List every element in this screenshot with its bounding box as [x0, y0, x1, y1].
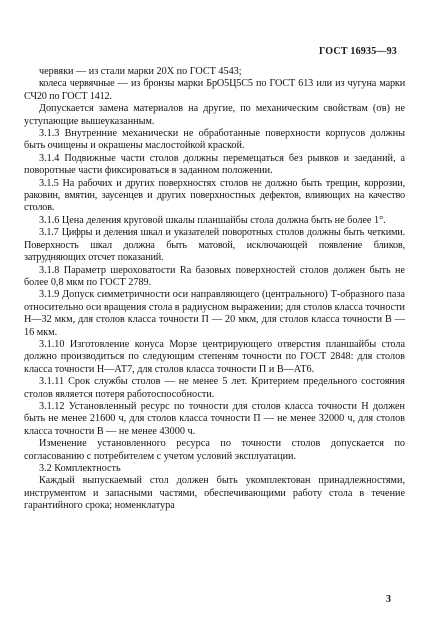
document-body — [24, 66, 405, 513]
paragraph-3-1-11: 3.1.11 Срок службы столов — не менее 5 лет. Критерием предельного состояния столов является потеря работоспособности. — [24, 376, 405, 400]
paragraph-3-1-4: 3.1.4 Подвижные части столов должны перемещаться без рывков и заеданий, а поворотные части фиксироваться в заданном положении. — [24, 152, 405, 177]
standard-number-header: ГОСТ 16935—93 — [318, 46, 397, 57]
paragraph-worms-material: червяки — из стали марки 20Х по ГОСТ 4543; — [39, 66, 242, 77]
paragraph-resource-change: Изменение установленного ресурса по точности столов допускается по согласованию с потребителем с учетом условий эксплуатации. — [24, 438, 405, 462]
paragraph-3-1-6: 3.1.6 Цена деления круговой шкалы планшайбы стола должна быть не более 1°. — [39, 214, 386, 226]
paragraph-material-substitution: Допускается замена материалов на другие, по механическим свойствам (σв) не уступающие вышеуказанным. — [24, 103, 405, 127]
paragraph-3-1-10: 3.1.10 Изготовление конуса Морзе центрирующего отверстия планшайбы стола должно производиться по следующим степеням точности по ГОСТ 2848: для столов класса точности Н—АТ7, для столов класса точности П и В—АТ6. — [24, 338, 405, 375]
paragraph-completeness: Каждый выпускаемый стол должен быть укомплектован принадлежностями, инструментом и запасными частями, обеспечивающими работу стола в течение гарантийного срока; номенклатура — [24, 475, 405, 512]
paragraph-3-1-12: 3.1.12 Установленный ресурс по точности для столов класса точности Н должен быть не менее 21600 ч, для столов класса точности П — не менее 32000 ч, для столов класса точности В — не менее 43000 ч. — [24, 400, 405, 437]
paragraph-3-1-8: 3.1.8 Параметр шероховатости Ra базовых поверхностей столов должен быть не более 0,8 мкм по ГОСТ 2789. — [24, 264, 405, 288]
paragraph-3-1-3: 3.1.3 Внутренние механически не обработанные поверхности корпусов должны быть очищены и окрашены маслостойкой краской. — [24, 128, 405, 152]
paragraph-3-1-9: 3.1.9 Допуск симметричности оси направляющего (центрального) Т-образного паза относительно оси вращения стола в радиусном выражении; для столов класса точности Н—32 мкм, для столов класса точности П — 20 мкм, для столов класса точности В — 16 мкм. — [24, 289, 405, 338]
paragraph-3-1-5: 3.1.5 На рабочих и других поверхностях столов не должно быть трещин, коррозии, раковин, вмятин, заусенцев и других поверхностных дефектов, влияющих на качество столов. — [24, 177, 405, 214]
section-heading-3-2: 3.2 Комплектность — [39, 463, 121, 474]
page-number: 3 — [386, 594, 391, 605]
paragraph-worm-wheels-material: колеса червячные — из бронзы марки БрО5Ц5С5 по ГОСТ 613 или из чугуна марки СЧ20 по ГОСТ 1412. — [24, 78, 405, 102]
paragraph-3-1-7: 3.1.7 Цифры и деления шкал и указателей поворотных столов должны быть четкими. Поверхность шкал должна быть матовой, исключающей появление бликов, затрудняющих отсчет показаний. — [24, 227, 405, 264]
